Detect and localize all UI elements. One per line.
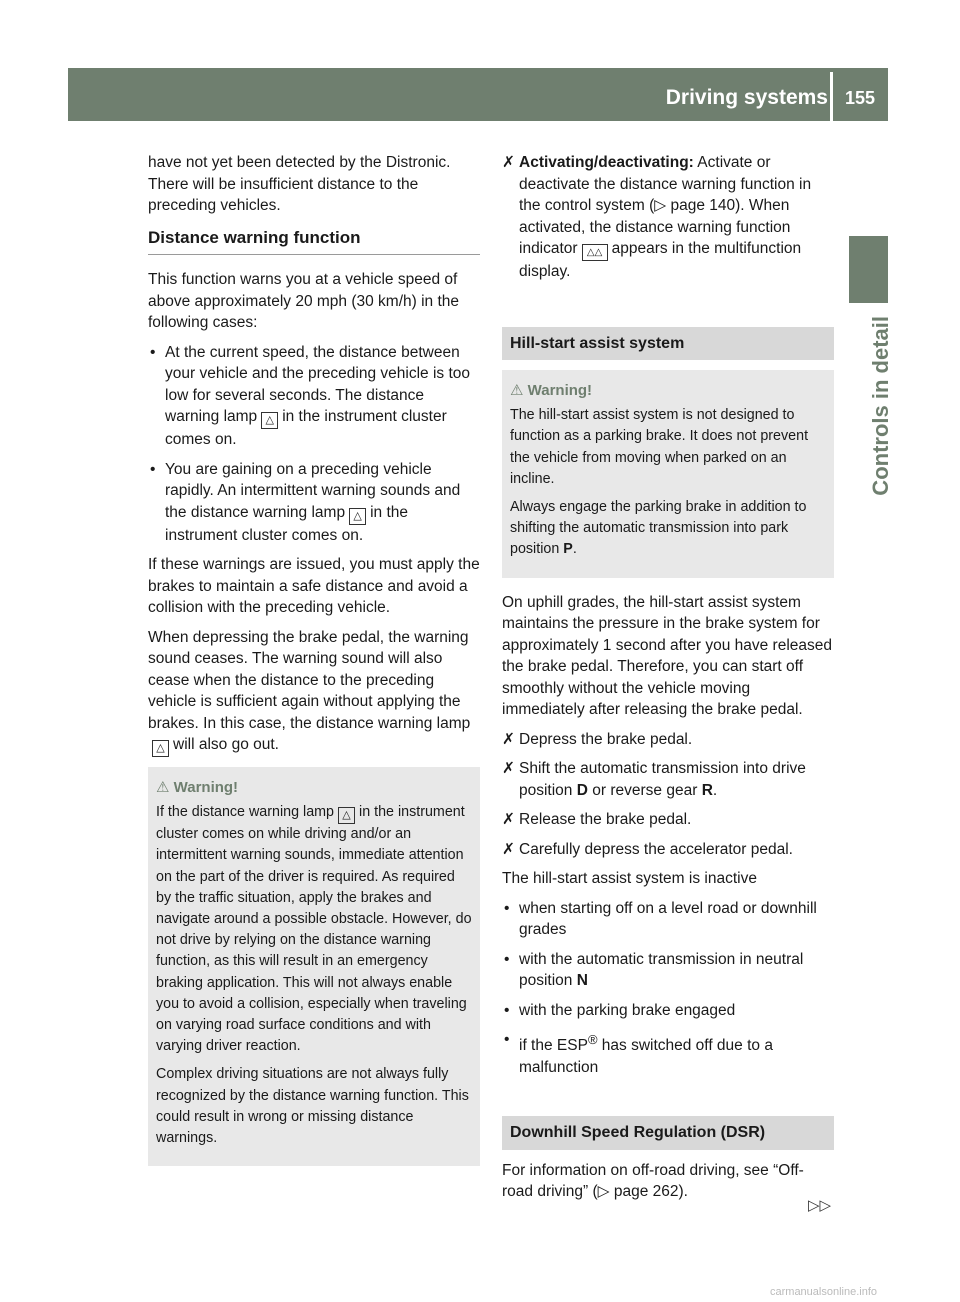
distance-warning-lamp-icon: △ [261,412,278,429]
step-item: ✗ Activating/deactivating: Activate or deactivate the distance warning function in the control system (▷ page 140). When activated, the distance warning function indicator △△ appears in the multifunction display. [502,154,812,280]
bullet-mark: • [150,460,156,478]
step-arrow-icon: ✗ [502,730,515,748]
step-arrow-icon: ✗ [502,840,515,858]
warning-box [148,767,480,1166]
warning-text: Always engage the parking brake in addition to shifting the automatic transmission into park position P. [510,499,807,558]
distance-warning-lamp-icon: △ [349,508,366,525]
distance-warning-lamp-icon: △ [152,740,169,757]
intro-text: have not yet been detected by the Distronic. There will be insufficient distance to the preceding vehicles. [148,154,451,214]
step-arrow-icon: ✗ [502,811,515,829]
distance-warning-indicator-icon: △△ [582,244,608,261]
bullet-item: • when starting off on a level road or downhill grades [504,899,817,939]
bullet-mark: • [504,1031,510,1049]
step-arrow-icon: ✗ [502,760,515,778]
bullet-item: • if the ESP® has switched off due to a malfunction [504,1031,773,1076]
section-title: Driving systems [665,86,828,109]
warning-triangle-icon: ⚠ [156,779,170,796]
right-column [502,152,834,1211]
heading-distance-warning: Distance warning function [148,227,480,256]
warning-text: The hill-start assist system is not designed to function as a parking brake. It does not prevent the vehicle from moving when parked on an incline. [510,407,809,487]
bullet-item: • You are gaining on a preceding vehicle rapidly. An intermittent warning sounds and the distance warning lamp △ in the instrument cluster comes on. [150,460,461,544]
bullet-item: • with the parking brake engaged [502,1000,834,1022]
step-item: ✗ Shift the automatic transmission into drive position D or reverse gear R. [502,760,806,799]
continue-icon: ▷▷ [808,1197,832,1214]
header-divider [830,72,833,121]
paragraph: For information on off-road driving, see “Off-road driving” (▷ page 262). [502,1161,804,1201]
bullet-mark: • [504,1001,510,1019]
warning-title: ⚠ Warning! [156,779,239,796]
page-number: 155 [845,88,876,108]
page-ref-link[interactable]: page 262 [613,1183,679,1201]
step-item: ✗ Depress the brake pedal. [502,729,834,751]
section-dsr: Downhill Speed Regulation (DSR) [502,1116,834,1150]
warning-text: If the distance warning lamp △ in the instrument cluster comes on while driving and/or an intermittent warning sounds, immediate attention on the part of the driver is required. As required by the traffic situation, apply the brakes and navigate around a possible obstacle. However, do not drive by relying on the distance warning function, as this will result in an emergency braking application. This will not always enable you to avoid a collision, especially when traveling on varying road surface conditions and with varying driver reaction. [156,804,472,1055]
bullet-mark: • [504,950,510,968]
warning-triangle-icon: ⚠ [510,382,524,399]
bullet-item: • with the automatic transmission in neutral position N [504,950,804,990]
page-ref-triangle-icon: ▷ [654,197,667,214]
paragraph: If these warnings are issued, you must apply the brakes to maintain a safe distance and avoid a collision with the preceding vehicle. [148,556,480,616]
warning-text: Complex driving situations are not always fully recognized by the distance warning function. This could result in wrong or missing distance warnings. [156,1066,469,1147]
left-column [148,152,480,1180]
step-arrow-icon: ✗ [502,154,515,171]
section-hill-start: Hill-start assist system [502,327,834,361]
paragraph: The hill-start assist system is inactive [502,870,757,888]
paragraph: When depressing the brake pedal, the warning sound ceases. The warning sound will also cease when the distance to the preceding vehicle is sufficient again without applying the brakes. In this case, the distance warning lamp△ will also go out. [148,627,480,758]
bullet-mark: • [504,899,510,917]
warning-title: ⚠ Warning! [510,382,593,399]
step-item: ✗ Release the brake pedal. [502,809,834,831]
bullet-item: • At the current speed, the distance between your vehicle and the preceding vehicle is too low for several seconds. The distance warning lamp △ in the instrument cluster comes on. [150,343,471,448]
watermark: carmanualsonline.info [770,1286,878,1298]
bullet-mark: • [150,343,156,361]
page-ref-link[interactable]: page 140 [670,197,736,214]
step-item: ✗ Carefully depress the accelerator pedal. [502,839,834,861]
warning-box [502,370,834,578]
distance-warning-lamp-icon: △ [338,807,355,824]
page-ref-triangle-icon: ▷ [597,1183,610,1201]
side-tab [849,236,888,303]
paragraph: This function warns you at a vehicle speed of above approximately 20 mph (30 km/h) in the following cases: [148,271,460,331]
chapter-label: Controls in detail [868,316,893,496]
paragraph: On uphill grades, the hill-start assist system maintains the pressure in the brake system for approximately 1 second after you have released the brake pedal. Therefore, you can start off smoothly without the vehicle moving immediately after releasing the brake pedal. [502,593,833,719]
